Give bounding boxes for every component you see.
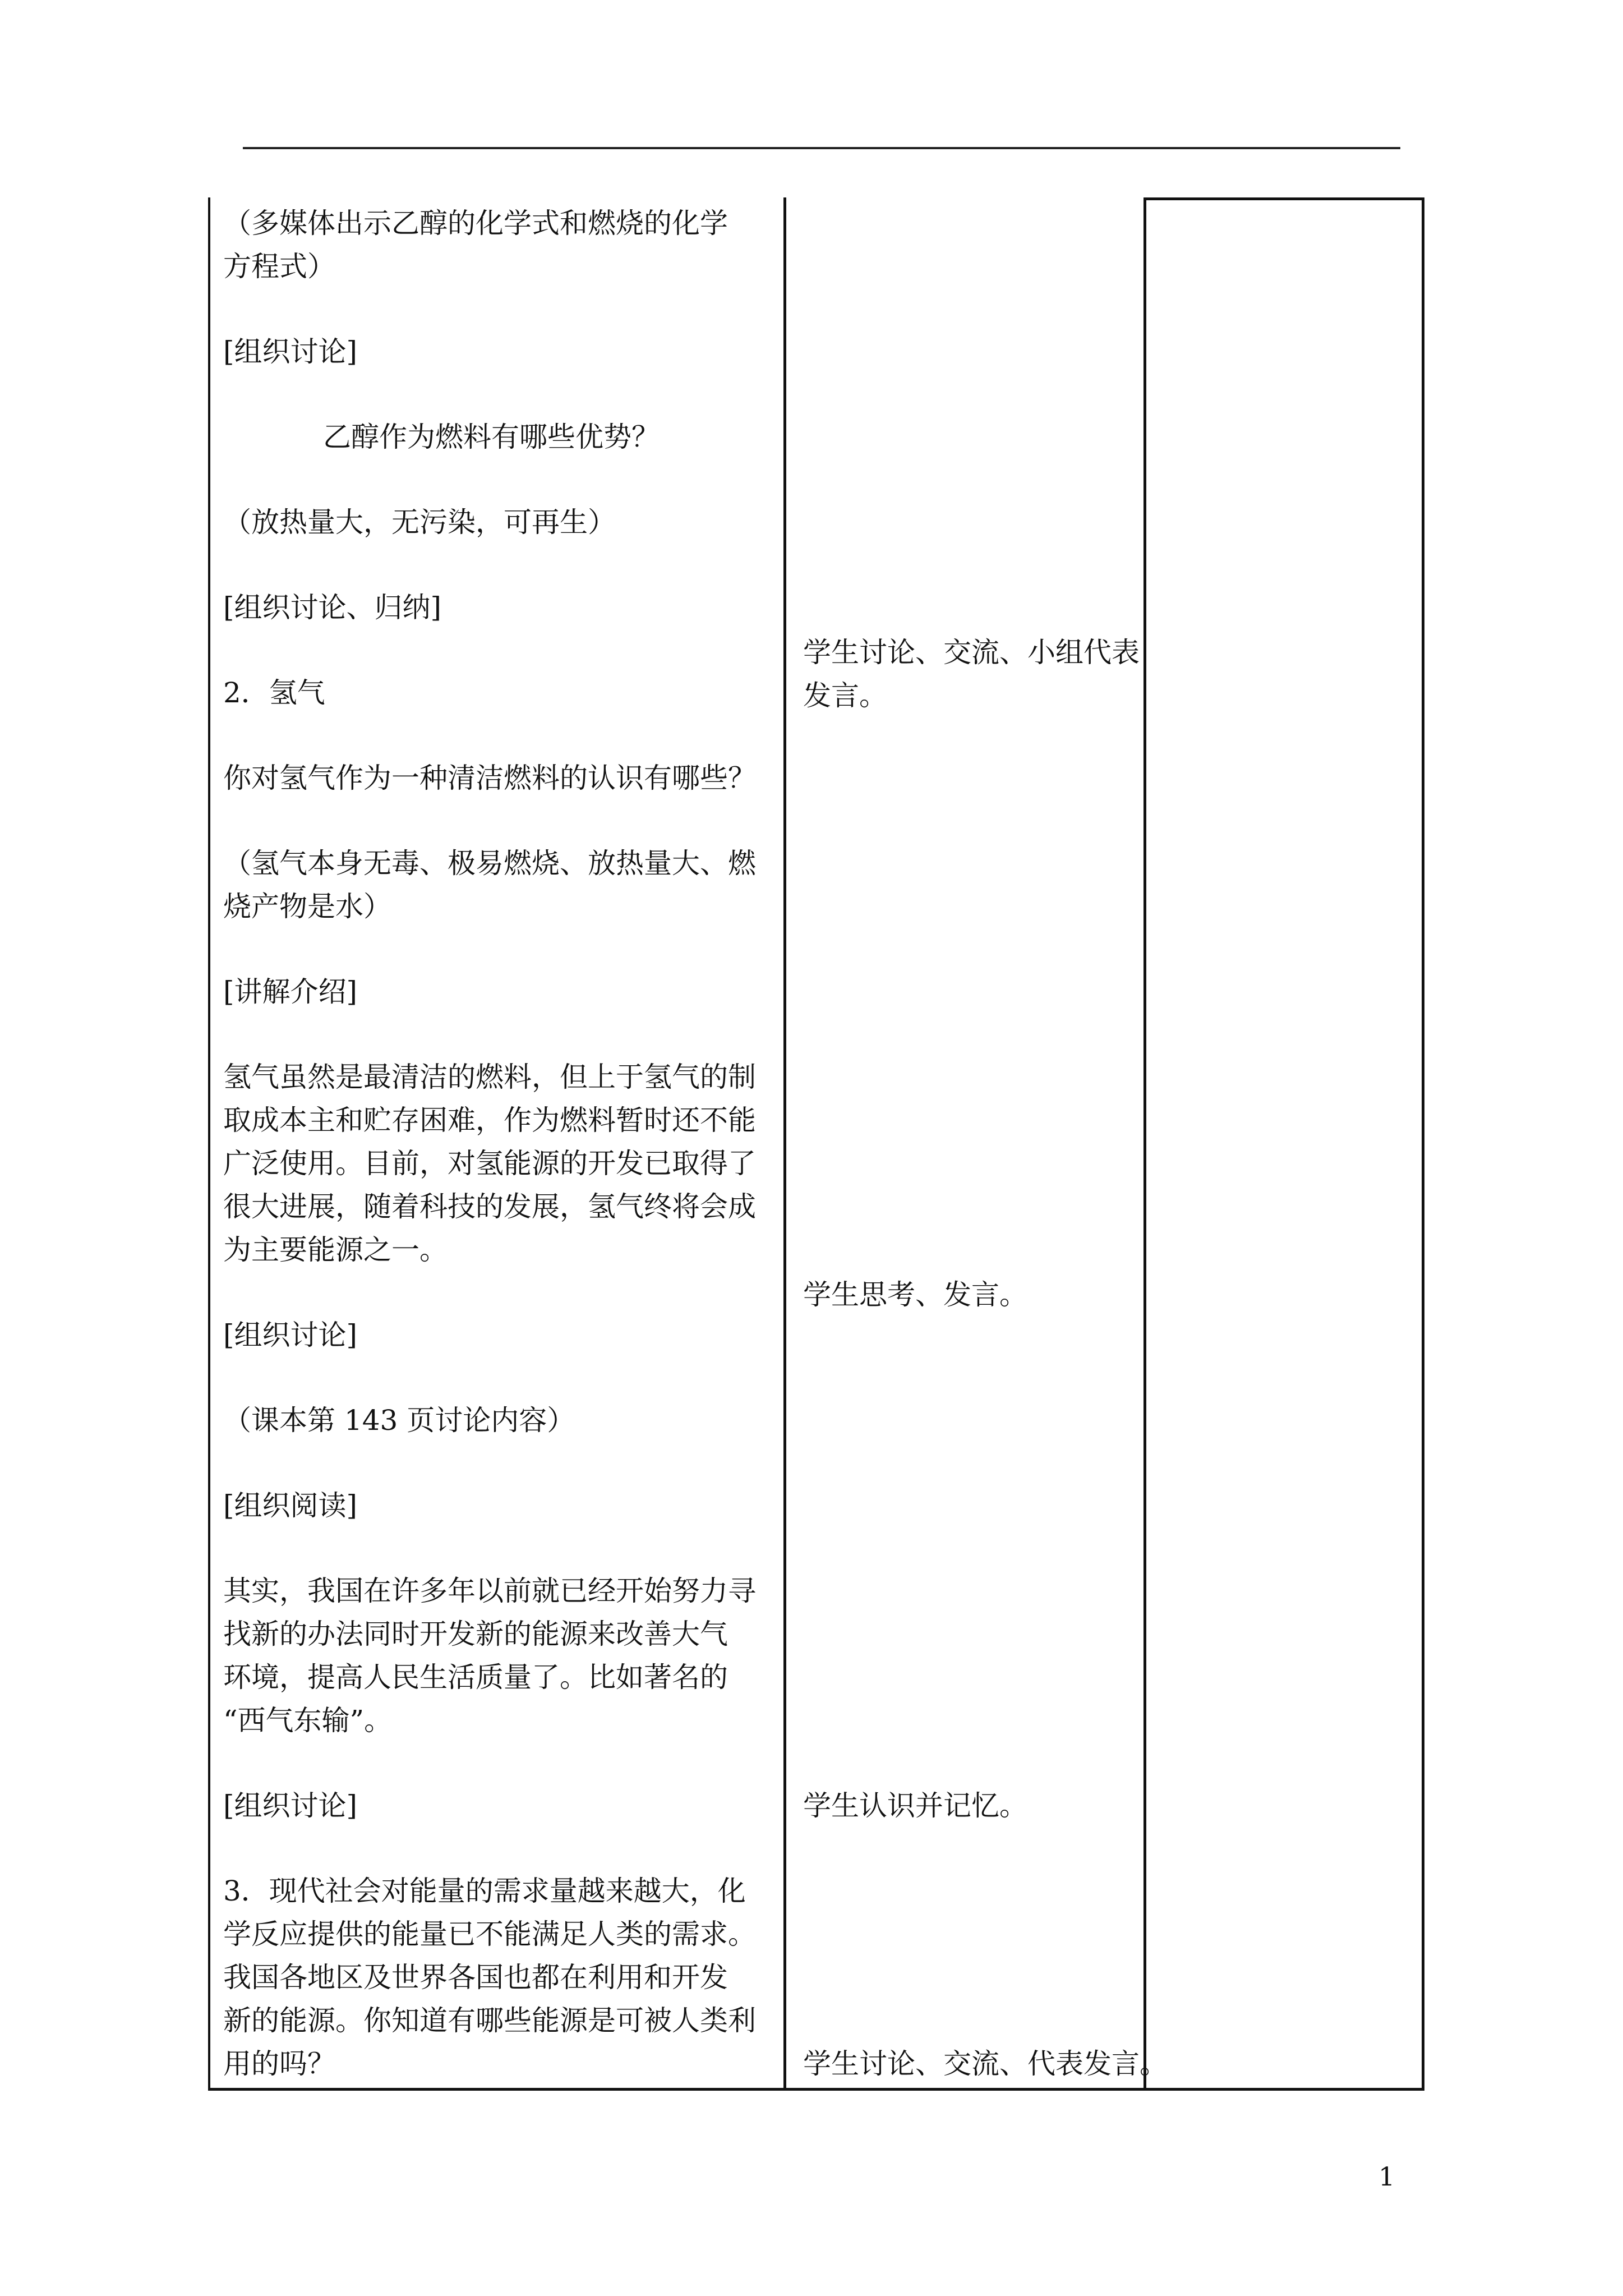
table-right-border <box>1422 197 1424 2091</box>
table-left-border <box>208 197 210 2091</box>
student-line: 学生思考、发言。 <box>803 1278 1027 1311</box>
table-column-divider-1 <box>783 197 786 2091</box>
teacher-line: 取成本主和贮存困难，作为燃料暂时还不能 <box>223 1104 756 1137</box>
teacher-line: 你对氢气作为一种清洁燃料的认识有哪些？ <box>223 762 756 794</box>
teacher-line: （氢气本身无毒、极易燃烧、放热量大、燃 <box>223 847 756 880</box>
teacher-line: 环境，提高人民生活质量了。比如著名的 <box>223 1661 728 1694</box>
teacher-line: 学反应提供的能量已不能满足人类的需求。 <box>223 1918 756 1950</box>
notes-top-border <box>1144 197 1424 200</box>
teacher-line: 其实，我国在许多年以前就已经开始努力寻 <box>223 1575 756 1607</box>
teacher-line: 2．氢气 <box>223 677 325 709</box>
teacher-line: 为主要能源之一。 <box>223 1234 448 1266</box>
teacher-line: [组织讨论] <box>223 1319 358 1351</box>
student-line: 发言。 <box>803 679 887 712</box>
teacher-line: “西气东输”。 <box>223 1704 393 1737</box>
teacher-line: 很大进展，随着科技的发展，氢气终将会成 <box>223 1190 756 1223</box>
table-column-divider-2 <box>1144 197 1146 2091</box>
teacher-line: 新的能源。你知道有哪些能源是可被人类利 <box>223 2004 756 2037</box>
page-number: 1 <box>1378 2161 1395 2192</box>
student-line: 学生认识并记忆。 <box>803 1789 1027 1822</box>
teacher-line: （多媒体出示乙醇的化学式和燃烧的化学 <box>223 207 728 240</box>
header-rule <box>243 147 1400 149</box>
teacher-line: 乙醇作为燃料有哪些优势？ <box>323 421 660 453</box>
teacher-line: 用的吗？ <box>223 2047 335 2080</box>
teacher-line: 3．现代社会对能量的需求量越来越大，化 <box>223 1875 746 1907</box>
teacher-line: [组织讨论] <box>223 335 358 368</box>
teacher-line: 广泛使用。目前，对氢能源的开发已取得了 <box>223 1147 756 1180</box>
teacher-line: 找新的办法同时开发新的能源来改善大气 <box>223 1618 728 1650</box>
teacher-line: （课本第 143 页讨论内容） <box>223 1404 575 1437</box>
student-line: 学生讨论、交流、代表发言。 <box>803 2047 1168 2080</box>
teacher-line: 我国各地区及世界各国也都在利用和开发 <box>223 1961 728 1994</box>
teacher-line: 烧产物是水） <box>223 890 391 923</box>
teacher-line: 方程式） <box>223 250 335 283</box>
teacher-line: 氢气虽然是最清洁的燃料，但上于氢气的制 <box>223 1061 756 1093</box>
teacher-line: [组织阅读] <box>223 1489 358 1522</box>
teacher-line: （放热量大，无污染，可再生） <box>223 506 616 539</box>
table-bottom-border <box>208 2088 1424 2091</box>
student-line: 学生讨论、交流、小组代表 <box>803 636 1140 669</box>
teacher-line: [组织讨论] <box>223 1789 358 1822</box>
teacher-line: [讲解介绍] <box>223 976 358 1008</box>
teacher-line: [组织讨论、归纳] <box>223 591 442 624</box>
